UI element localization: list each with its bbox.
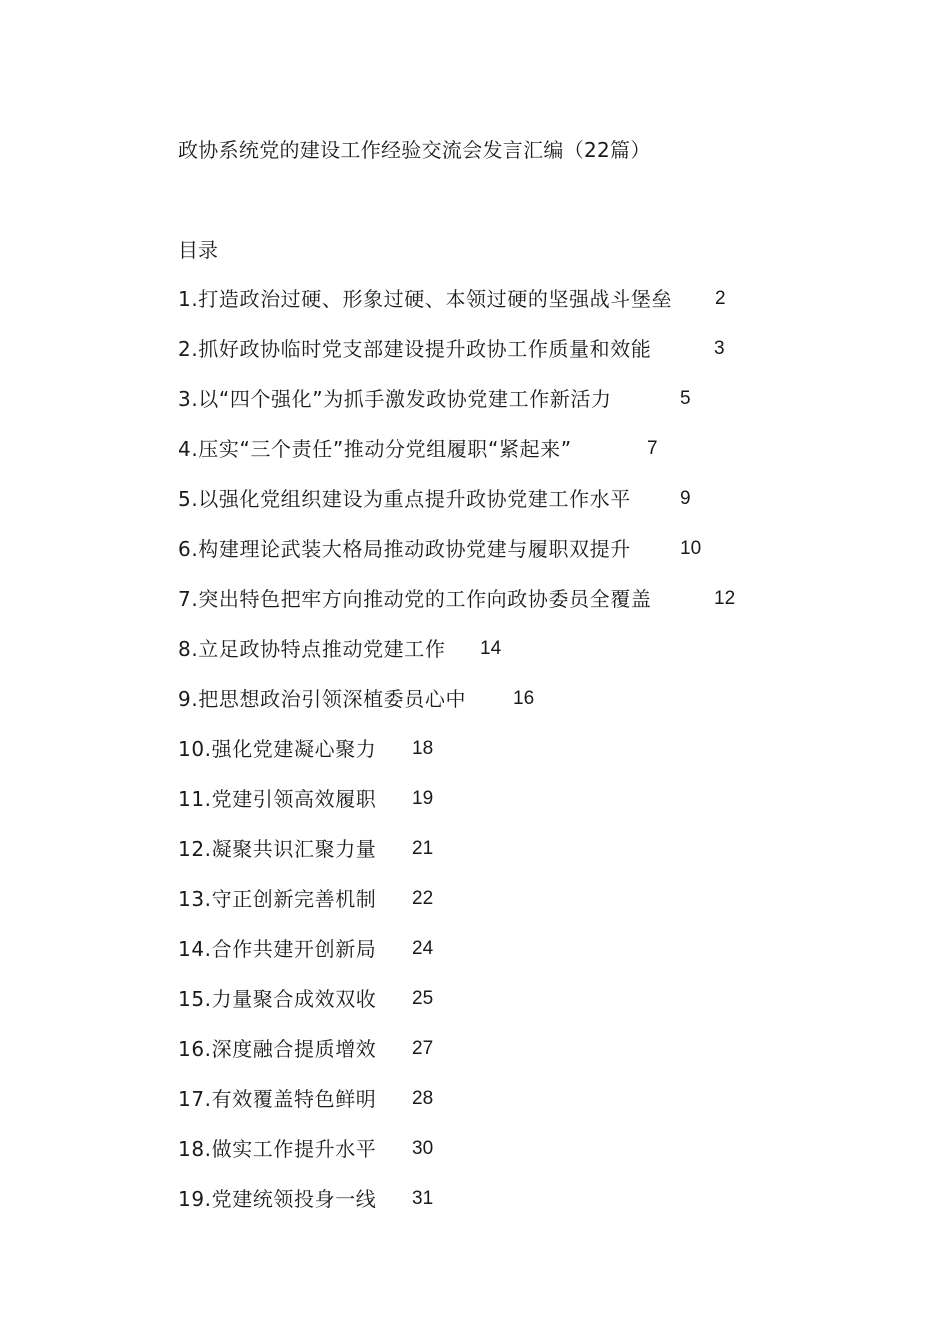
toc-heading: 目录 xyxy=(178,238,218,262)
document-title: 政协系统党的建设工作经验交流会发言汇编（22篇） xyxy=(178,138,651,162)
toc-item[interactable] xyxy=(178,685,672,735)
toc-item-title: 10.强化党建凝心聚力 xyxy=(178,737,377,761)
toc-item[interactable] xyxy=(178,285,726,335)
toc-item-title: 7.突出特色把牢方向推动党的工作向政协委员全覆盖 xyxy=(178,587,652,611)
toc-item[interactable] xyxy=(178,435,672,485)
toc-item[interactable] xyxy=(178,1035,672,1085)
toc-item-page: 21 xyxy=(412,838,434,859)
toc-item-title: 3.以“四个强化”为抓手激发政协党建工作新活力 xyxy=(178,387,612,411)
toc-item-title: 2.抓好政协临时党支部建设提升政协工作质量和效能 xyxy=(178,337,652,361)
toc-item[interactable] xyxy=(178,535,702,585)
toc-item[interactable] xyxy=(178,735,672,785)
toc-item[interactable] xyxy=(178,335,725,385)
toc-item-page: 30 xyxy=(412,1138,434,1159)
toc-item-page: 22 xyxy=(412,888,434,909)
toc-list xyxy=(178,285,736,1235)
toc-item[interactable] xyxy=(178,835,672,885)
toc-item-title: 12.凝聚共识汇聚力量 xyxy=(178,837,377,861)
toc-item-title: 9.把思想政治引领深植委员心中 xyxy=(178,687,467,711)
toc-item-title: 11.党建引领高效履职 xyxy=(178,787,377,811)
toc-item-title: 15.力量聚合成效双收 xyxy=(178,987,377,1011)
toc-item-page: 27 xyxy=(412,1038,434,1059)
toc-item[interactable] xyxy=(178,485,691,535)
toc-item[interactable] xyxy=(178,935,672,985)
toc-item-page: 28 xyxy=(412,1088,434,1109)
toc-item-title: 19.党建统领投身一线 xyxy=(178,1187,377,1211)
toc-item-page: 19 xyxy=(412,788,434,809)
toc-item-page: 2 xyxy=(715,288,726,309)
toc-item-page: 5 xyxy=(680,388,691,409)
toc-item-page: 24 xyxy=(412,938,434,959)
toc-item-title: 13.守正创新完善机制 xyxy=(178,887,377,911)
toc-item-title: 16.深度融合提质增效 xyxy=(178,1037,377,1061)
toc-item-title: 1.打造政治过硬、形象过硬、本领过硬的坚强战斗堡垒 xyxy=(178,287,673,311)
toc-item[interactable] xyxy=(178,1085,672,1135)
toc-item-title: 14.合作共建开创新局 xyxy=(178,937,377,961)
toc-item[interactable] xyxy=(178,635,672,685)
toc-item-page: 3 xyxy=(714,338,725,359)
toc-item-page: 9 xyxy=(680,488,691,509)
toc-item[interactable] xyxy=(178,885,672,935)
toc-item-page: 31 xyxy=(412,1188,434,1209)
toc-item-page: 12 xyxy=(714,588,736,609)
toc-item-title: 8.立足政协特点推动党建工作 xyxy=(178,637,446,661)
toc-item-title: 4.压实“三个责任”推动分党组履职“紧起来” xyxy=(178,437,572,461)
toc-item[interactable] xyxy=(178,585,736,635)
toc-item-page: 7 xyxy=(647,438,658,459)
toc-item-title: 5.以强化党组织建设为重点提升政协党建工作水平 xyxy=(178,487,631,511)
toc-item[interactable] xyxy=(178,785,672,835)
toc-item-title: 17.有效覆盖特色鲜明 xyxy=(178,1087,377,1111)
toc-item-title: 18.做实工作提升水平 xyxy=(178,1137,377,1161)
toc-item-page: 25 xyxy=(412,988,434,1009)
toc-item-page: 14 xyxy=(480,638,502,659)
toc-item-page: 16 xyxy=(513,688,535,709)
toc-item-title: 6.构建理论武装大格局推动政协党建与履职双提升 xyxy=(178,537,631,561)
toc-item-page: 10 xyxy=(680,538,702,559)
toc-item[interactable] xyxy=(178,1185,672,1235)
toc-item[interactable] xyxy=(178,1135,672,1185)
toc-item[interactable] xyxy=(178,385,691,435)
toc-item-page: 18 xyxy=(412,738,434,759)
toc-item[interactable] xyxy=(178,985,672,1035)
